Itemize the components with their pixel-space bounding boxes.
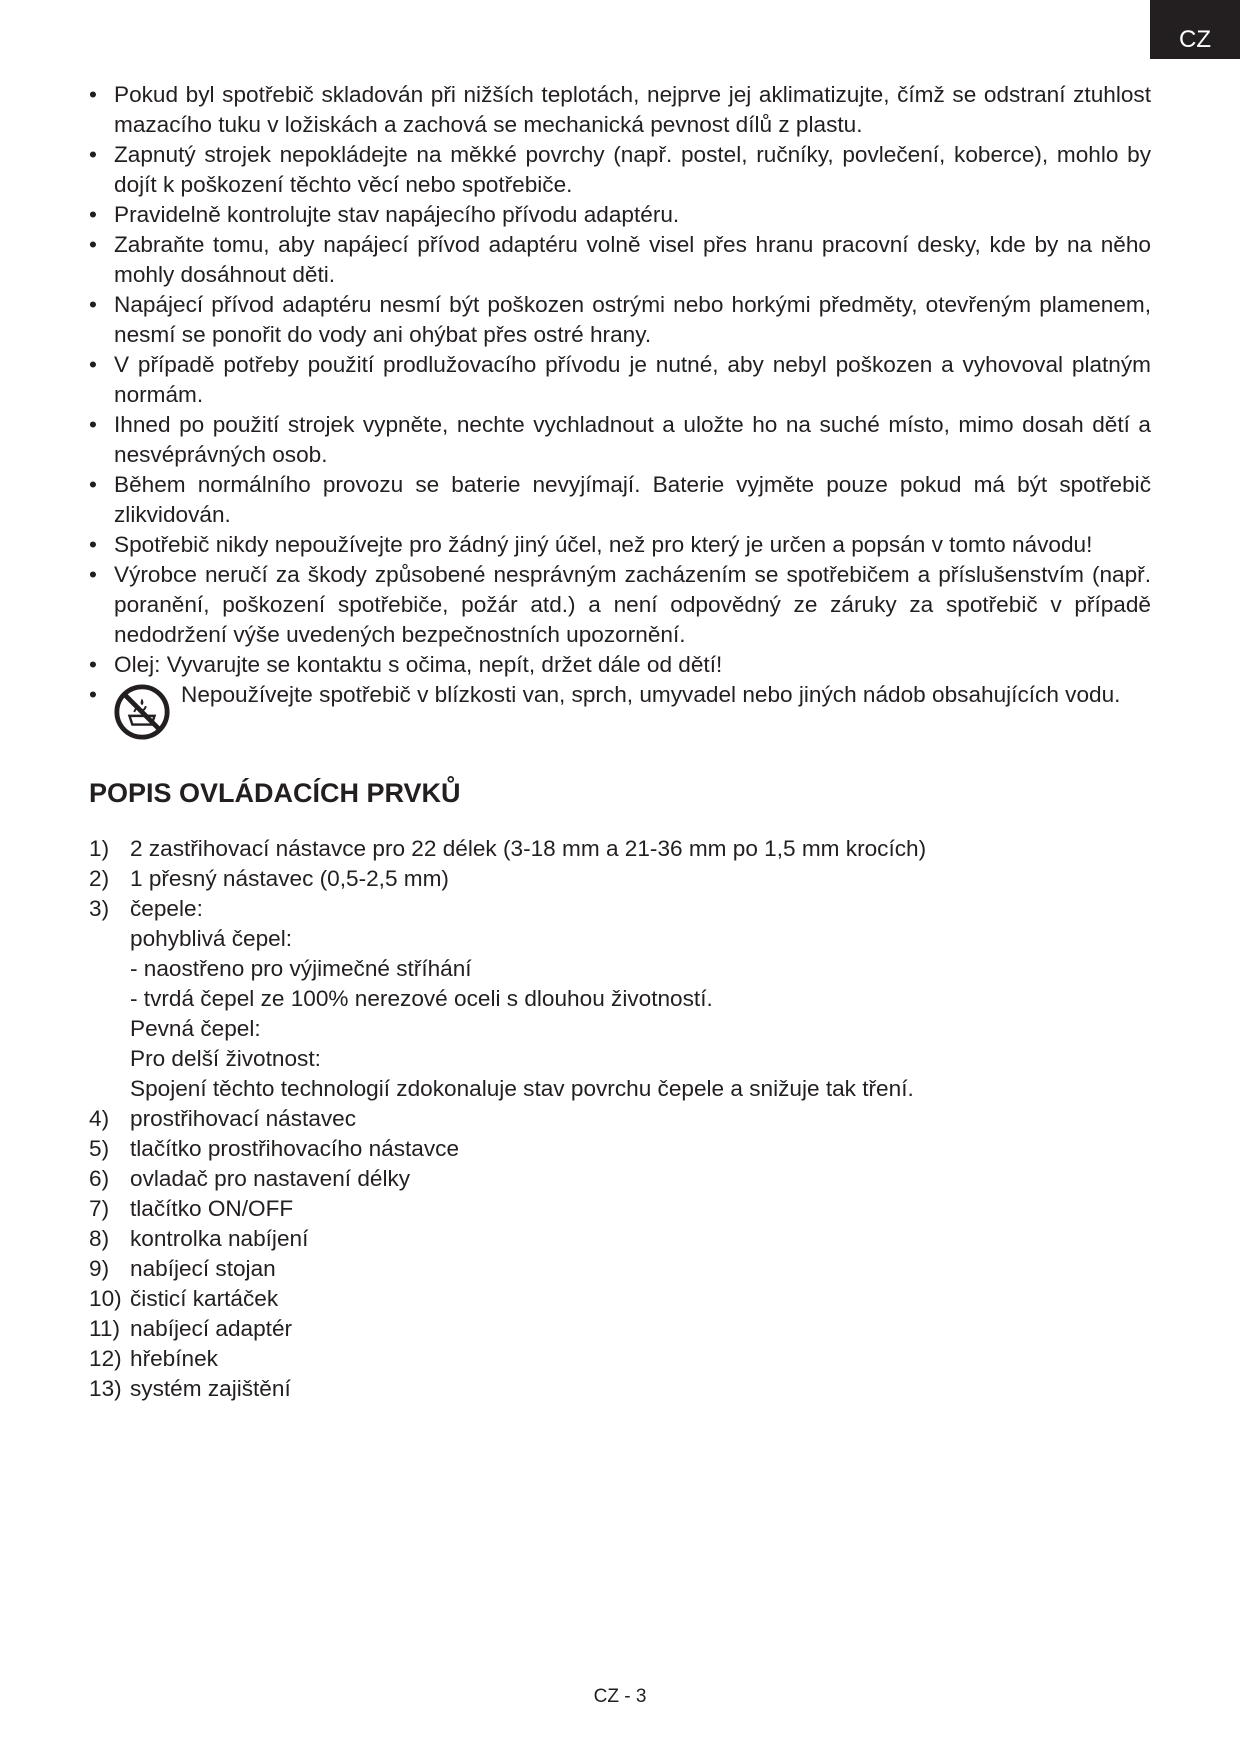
bullet: • bbox=[89, 472, 97, 497]
bullet: • bbox=[89, 412, 97, 437]
item-number: 1) bbox=[89, 836, 110, 861]
item-text: čepele: bbox=[130, 896, 203, 921]
bullet: • bbox=[89, 652, 97, 677]
list-item bbox=[89, 1284, 1151, 1314]
bullet: • bbox=[89, 292, 97, 317]
list-item bbox=[89, 680, 1151, 742]
safety-notes-list bbox=[89, 80, 1151, 742]
item-text: prostřihovací nástavec bbox=[130, 1106, 357, 1131]
item-number: 6) bbox=[89, 1166, 110, 1191]
list-item bbox=[89, 1254, 1151, 1284]
safety-note: Zabraňte tomu, aby napájecí přívod adaptéru volně visel přes hranu pracovní desky, kde by na něho mohly dosáhnout děti. bbox=[114, 232, 1151, 287]
item-number: 5) bbox=[89, 1136, 110, 1161]
list-item bbox=[89, 1374, 1151, 1404]
safety-note: Spotřebič nikdy nepoužívejte pro žádný jiný účel, než pro který je určen a popsán v tomto návodu! bbox=[114, 532, 1093, 557]
list-item bbox=[89, 350, 1151, 410]
list-item bbox=[89, 1194, 1151, 1224]
item-text: 1 přesný nástavec (0,5-2,5 mm) bbox=[130, 866, 449, 891]
list-item bbox=[89, 650, 1151, 680]
item-number: 4) bbox=[89, 1106, 110, 1131]
blade-detail: Pro delší životnost: bbox=[130, 1046, 321, 1071]
blade-detail: pohyblivá čepel: bbox=[130, 926, 293, 951]
item-text: tlačítko ON/OFF bbox=[130, 1196, 294, 1221]
parts-list bbox=[89, 834, 1151, 1404]
item-number: 2) bbox=[89, 866, 110, 891]
list-item bbox=[89, 230, 1151, 290]
bullet: • bbox=[89, 82, 97, 107]
item-number: 8) bbox=[89, 1226, 110, 1251]
bullet: • bbox=[89, 532, 97, 557]
blade-detail: - naostřeno pro výjimečné stříhání bbox=[130, 956, 472, 981]
list-item bbox=[89, 470, 1151, 530]
safety-note: Během normálního provozu se baterie nevyjímají. Baterie vyjměte pouze pokud má být spotřebič zlikvidován. bbox=[114, 472, 1151, 527]
water-warning-text: Nepoužívejte spotřebič v blízkosti van, sprch, umyvadel nebo jiných nádob obsahujících vodu. bbox=[181, 682, 1121, 707]
item-number: 9) bbox=[89, 1256, 110, 1281]
item-text: tlačítko prostřihovacího nástavce bbox=[130, 1136, 460, 1161]
page-content bbox=[89, 80, 1151, 1404]
bullet: • bbox=[89, 232, 97, 257]
list-item bbox=[89, 140, 1151, 200]
safety-note: Ihned po použití strojek vypněte, nechte vychladnout a uložte ho na suché místo, mimo dosah dětí a nesvéprávných osob. bbox=[114, 412, 1151, 467]
item-number: 12) bbox=[89, 1346, 122, 1371]
item-number: 7) bbox=[89, 1196, 110, 1221]
list-item bbox=[89, 864, 1151, 894]
blade-detail: Pevná čepel: bbox=[130, 1016, 261, 1041]
item-text: čisticí kartáček bbox=[130, 1286, 279, 1311]
list-item bbox=[89, 1344, 1151, 1374]
item-number: 3) bbox=[89, 896, 110, 921]
list-item bbox=[89, 200, 1151, 230]
item-number: 10) bbox=[89, 1286, 122, 1311]
list-item bbox=[89, 1164, 1151, 1194]
bullet: • bbox=[89, 202, 97, 227]
blade-detail: - tvrdá čepel ze 100% nerezové oceli s dlouhou životností. bbox=[130, 986, 713, 1011]
no-water-bath-icon bbox=[113, 683, 171, 741]
list-item bbox=[89, 410, 1151, 470]
safety-note: Zapnutý strojek nepokládejte na měkké povrchy (např. postel, ručníky, povlečení, koberce), mohlo by dojít k poškození těchto věcí nebo spotřebiče. bbox=[114, 142, 1151, 197]
list-item bbox=[89, 1104, 1151, 1134]
item-number: 13) bbox=[89, 1376, 122, 1401]
safety-note: Olej: Vyvarujte se kontaktu s očima, nepít, držet dále od dětí! bbox=[114, 652, 723, 677]
list-item bbox=[89, 560, 1151, 650]
item-text: ovladač pro nastavení délky bbox=[130, 1166, 411, 1191]
safety-note: Výrobce neručí za škody způsobené nesprávným zacházením se spotřebičem a příslušenstvím (např. poranění, poškození spotřebiče, požár atd.) a není odpovědný ze záruky za spotřebič v případě nedodržení výše uvedených bezpečnostních upozornění. bbox=[114, 562, 1151, 647]
list-item bbox=[89, 80, 1151, 140]
list-item bbox=[89, 834, 1151, 864]
item-text: 2 zastřihovací nástavce pro 22 délek (3-18 mm a 21-36 mm po 1,5 mm krocích) bbox=[130, 836, 927, 861]
bullet: • bbox=[89, 142, 97, 167]
bullet: • bbox=[89, 352, 97, 377]
item-number: 11) bbox=[89, 1316, 120, 1341]
list-item bbox=[89, 290, 1151, 350]
bullet: • bbox=[89, 562, 97, 587]
safety-note: Napájecí přívod adaptéru nesmí být poškozen ostrými nebo horkými předměty, otevřeným plamenem, nesmí se ponořit do vody ani ohýbat přes ostré hrany. bbox=[114, 292, 1151, 347]
item-text: kontrolka nabíjení bbox=[130, 1226, 309, 1251]
page-number: CZ - 3 bbox=[593, 1686, 647, 1707]
safety-note: Pokud byl spotřebič skladován při nižších teplotách, nejprve jej aklimatizujte, čímž se odstraní ztuhlost mazacího tuku v ložiskách a zachová se mechanická pevnost dílů z plastu. bbox=[114, 82, 1151, 137]
language-tab: CZ bbox=[1150, 0, 1240, 59]
list-item bbox=[89, 530, 1151, 560]
item-text: nabíjecí adaptér bbox=[130, 1316, 293, 1341]
list-item bbox=[89, 894, 1151, 1104]
section-title: POPIS OVLÁDACÍCH PRVKŮ bbox=[89, 778, 461, 808]
item-text: hřebínek bbox=[130, 1346, 218, 1371]
safety-note: V případě potřeby použití prodlužovacího přívodu je nutné, aby nebyl poškozen a vyhovoval platným normám. bbox=[114, 352, 1151, 407]
blade-detail: Spojení těchto technologií zdokonaluje stav povrchu čepele a snižuje tak tření. bbox=[130, 1076, 914, 1101]
item-text: systém zajištění bbox=[130, 1376, 291, 1401]
list-item bbox=[89, 1134, 1151, 1164]
list-item bbox=[89, 1314, 1151, 1344]
safety-note: Pravidelně kontrolujte stav napájecího přívodu adaptéru. bbox=[114, 202, 680, 227]
list-item bbox=[89, 1224, 1151, 1254]
item-text: nabíjecí stojan bbox=[130, 1256, 276, 1281]
bullet: • bbox=[89, 682, 97, 707]
